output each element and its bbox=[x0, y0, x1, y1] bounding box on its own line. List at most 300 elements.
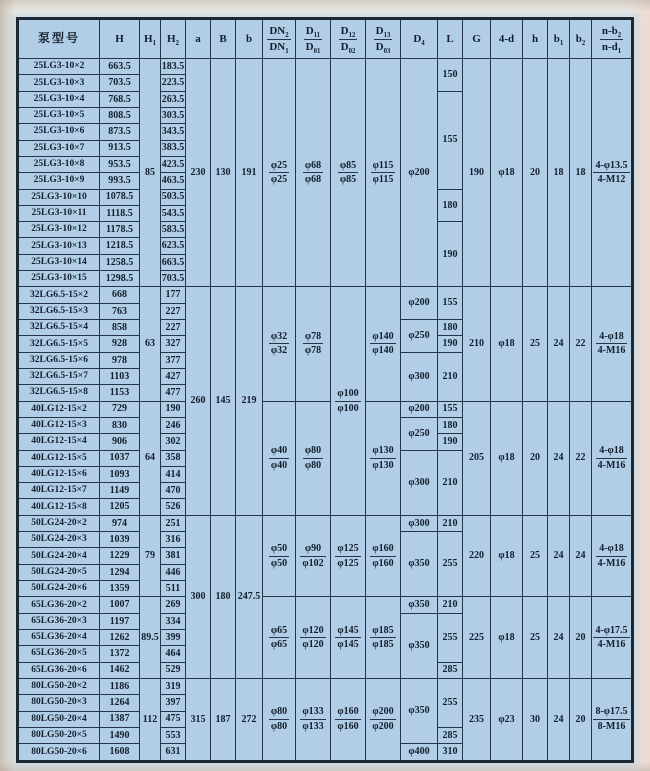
cell-d4: φ18 bbox=[491, 59, 523, 287]
cell-G: 225 bbox=[463, 597, 491, 679]
cell-model: 25LG3-10×3 bbox=[18, 75, 100, 91]
cell-H2: 246 bbox=[161, 417, 186, 433]
cell-H: 873.5 bbox=[100, 124, 140, 140]
cell-H2: 663.5 bbox=[161, 254, 186, 270]
cell-G: 210 bbox=[463, 287, 491, 401]
cell-b1: 24 bbox=[548, 287, 570, 401]
cell-b2: 20 bbox=[570, 597, 592, 679]
fraction-value: $\frac{DN_2}{DN_1}$ bbox=[269, 24, 289, 55]
cell-D11 bbox=[296, 287, 331, 401]
cell-D4: φ300 bbox=[401, 515, 438, 531]
cell-model: 80LG50-20×6 bbox=[18, 744, 100, 762]
cell-H: 1118.5 bbox=[100, 205, 140, 221]
fraction-value: $\frac{\varphi 80}{\varphi 80}$ bbox=[304, 445, 322, 471]
cell-b: 191 bbox=[236, 59, 263, 287]
cell-H2: 583.5 bbox=[161, 222, 186, 238]
cell-H2: 503.5 bbox=[161, 189, 186, 205]
cell-H1: 85 bbox=[140, 59, 161, 287]
cell-L: 190 bbox=[438, 336, 463, 352]
column-header-b2: $b_2$ bbox=[570, 19, 592, 59]
cell-model: 32LG6.5-15×5 bbox=[18, 336, 100, 352]
cell-H: 1264 bbox=[100, 695, 140, 711]
cell-H2: 383.5 bbox=[161, 140, 186, 156]
cell-H: 1149 bbox=[100, 483, 140, 499]
cell-D11 bbox=[296, 597, 331, 679]
cell-model: 65LG36-20×3 bbox=[18, 613, 100, 629]
cell-D4: φ200 bbox=[401, 401, 438, 417]
cell-model: 25LG3-10×2 bbox=[18, 59, 100, 75]
cell-model: 65LG36-20×5 bbox=[18, 646, 100, 662]
cell-model: 65LG36-20×6 bbox=[18, 662, 100, 678]
fraction-value: $\frac{\varphi 200}{\varphi 200}$ bbox=[372, 706, 394, 732]
cell-H2: 269 bbox=[161, 597, 186, 613]
cell-D4: φ300 bbox=[401, 352, 438, 401]
cell-d4: φ23 bbox=[491, 678, 523, 761]
cell-model: 25LG3-10×11 bbox=[18, 205, 100, 221]
cell-DN bbox=[263, 597, 296, 679]
fraction-value: $\frac{4-\varphi 18}{4-M16}$ bbox=[597, 445, 626, 471]
cell-H2: 190 bbox=[161, 401, 186, 417]
column-header-H: H bbox=[100, 19, 140, 59]
cell-model: 50LG24-20×3 bbox=[18, 532, 100, 548]
fraction-value: $\frac{\varphi 185}{\varphi 185}$ bbox=[372, 624, 394, 651]
cell-H2: 327 bbox=[161, 336, 186, 352]
cell-L: 285 bbox=[438, 662, 463, 678]
fraction-value: $\frac{\varphi 145}{\varphi 145}$ bbox=[337, 624, 359, 651]
cell-model: 50LG24-20×4 bbox=[18, 548, 100, 564]
cell-L: 255 bbox=[438, 678, 463, 727]
cell-H: 1103 bbox=[100, 368, 140, 384]
cell-H: 1093 bbox=[100, 466, 140, 482]
cell-n bbox=[592, 59, 633, 287]
cell-model: 50LG24-20×5 bbox=[18, 564, 100, 580]
cell-H2: 553 bbox=[161, 727, 186, 743]
cell-H2: 358 bbox=[161, 450, 186, 466]
cell-n bbox=[592, 401, 633, 515]
cell-H2: 446 bbox=[161, 564, 186, 580]
cell-model: 25LG3-10×5 bbox=[18, 107, 100, 123]
cell-model: 32LG6.5-15×3 bbox=[18, 303, 100, 319]
cell-H2: 263.5 bbox=[161, 91, 186, 107]
cell-H: 913.5 bbox=[100, 140, 140, 156]
cell-H2: 377 bbox=[161, 352, 186, 368]
column-header-b1: $b_1$ bbox=[548, 19, 570, 59]
cell-D11 bbox=[296, 401, 331, 515]
fraction-value: $\frac{\varphi 125}{\varphi 125}$ bbox=[337, 543, 359, 569]
fraction-value: $\frac{\varphi 130}{\varphi 130}$ bbox=[372, 445, 394, 471]
table-row bbox=[18, 515, 633, 531]
fraction-value: $\frac{\varphi 25}{\varphi 25}$ bbox=[270, 159, 288, 186]
cell-L: 310 bbox=[438, 744, 463, 762]
cell-b: 219 bbox=[236, 287, 263, 515]
cell-H: 974 bbox=[100, 515, 140, 531]
cell-H: 1490 bbox=[100, 727, 140, 743]
column-header-D11 bbox=[296, 19, 331, 59]
fraction-value: $\frac{4-\varphi 13.5}{4-M12}$ bbox=[595, 159, 628, 186]
cell-L: 155 bbox=[438, 287, 463, 320]
cell-model: 80LG50-20×3 bbox=[18, 695, 100, 711]
cell-H2: 427 bbox=[161, 368, 186, 384]
cell-model: 80LG50-20×5 bbox=[18, 727, 100, 743]
cell-d4: φ18 bbox=[491, 515, 523, 597]
column-header-D13 bbox=[366, 19, 401, 59]
table-header bbox=[18, 19, 633, 59]
cell-G: 220 bbox=[463, 515, 491, 597]
fraction-value: $\frac{n-b_2}{n-d_1}$ bbox=[601, 24, 622, 55]
cell-D11 bbox=[296, 59, 331, 287]
cell-H2: 381 bbox=[161, 548, 186, 564]
cell-h: 20 bbox=[523, 401, 548, 515]
fraction-value: $\frac{\varphi 85}{\varphi 85}$ bbox=[339, 159, 357, 186]
cell-a: 260 bbox=[186, 287, 211, 515]
cell-D12 bbox=[331, 597, 366, 679]
cell-H: 830 bbox=[100, 417, 140, 433]
cell-DN bbox=[263, 59, 296, 287]
cell-H2: 543.5 bbox=[161, 205, 186, 221]
cell-model: 50LG24-20×2 bbox=[18, 515, 100, 531]
cell-D11 bbox=[296, 678, 331, 761]
cell-H: 763 bbox=[100, 303, 140, 319]
cell-H2: 511 bbox=[161, 581, 186, 597]
cell-H2: 183.5 bbox=[161, 59, 186, 75]
pump-dimension-table bbox=[16, 17, 634, 763]
cell-H: 729 bbox=[100, 401, 140, 417]
cell-L: 190 bbox=[438, 222, 463, 287]
cell-H2: 414 bbox=[161, 466, 186, 482]
cell-model: 25LG3-10×9 bbox=[18, 173, 100, 189]
cell-H2: 227 bbox=[161, 320, 186, 336]
cell-D13 bbox=[366, 287, 401, 401]
cell-model: 65LG36-20×4 bbox=[18, 629, 100, 645]
cell-H: 1218.5 bbox=[100, 238, 140, 254]
column-header-b: b bbox=[236, 19, 263, 59]
cell-model: 25LG3-10×13 bbox=[18, 238, 100, 254]
cell-L: 155 bbox=[438, 401, 463, 417]
table-row bbox=[18, 401, 633, 417]
cell-H2: 464 bbox=[161, 646, 186, 662]
cell-b2: 20 bbox=[570, 678, 592, 761]
cell-h: 25 bbox=[523, 597, 548, 679]
column-header-H1: $H_1$ bbox=[140, 19, 161, 59]
column-header-H2: $H_2$ bbox=[161, 19, 186, 59]
column-header-G: G bbox=[463, 19, 491, 59]
cell-H: 1039 bbox=[100, 532, 140, 548]
cell-h: 30 bbox=[523, 678, 548, 761]
cell-model: 25LG3-10×15 bbox=[18, 271, 100, 287]
column-header-d4: 4-d bbox=[491, 19, 523, 59]
cell-H: 858 bbox=[100, 320, 140, 336]
cell-H: 978 bbox=[100, 352, 140, 368]
table-row bbox=[18, 59, 633, 75]
cell-H1: 79 bbox=[140, 515, 161, 597]
fraction-value: $\frac{\varphi 90}{\varphi 102}$ bbox=[302, 543, 324, 569]
cell-model: 50LG24-20×6 bbox=[18, 581, 100, 597]
cell-model: 32LG6.5-15×6 bbox=[18, 352, 100, 368]
cell-model: 40LG12-15×5 bbox=[18, 450, 100, 466]
cell-H: 808.5 bbox=[100, 107, 140, 123]
header-row bbox=[18, 19, 633, 59]
column-header-a: a bbox=[186, 19, 211, 59]
cell-D4: φ300 bbox=[401, 450, 438, 515]
fraction-value: $\frac{4-\varphi 18}{4-M16}$ bbox=[597, 330, 626, 357]
fraction-value: $\frac{\varphi 32}{\varphi 32}$ bbox=[270, 330, 288, 357]
cell-D11 bbox=[296, 515, 331, 597]
cell-H: 1178.5 bbox=[100, 222, 140, 238]
cell-D4: φ200 bbox=[401, 59, 438, 287]
cell-DN bbox=[263, 678, 296, 761]
column-header-n bbox=[592, 19, 633, 59]
table-body bbox=[18, 59, 633, 762]
cell-d4: φ18 bbox=[491, 287, 523, 401]
cell-H: 1153 bbox=[100, 385, 140, 401]
fraction-value: $\frac{D_{11}}{D_{01}}$ bbox=[305, 24, 321, 55]
cell-D4: φ350 bbox=[401, 613, 438, 678]
cell-a: 315 bbox=[186, 678, 211, 761]
cell-H: 1462 bbox=[100, 662, 140, 678]
cell-b2: 22 bbox=[570, 287, 592, 401]
fraction-value: $\frac{\varphi 160}{\varphi 160}$ bbox=[372, 543, 394, 569]
cell-H1: 112 bbox=[140, 678, 161, 761]
cell-L: 210 bbox=[438, 450, 463, 515]
cell-H: 953.5 bbox=[100, 156, 140, 172]
cell-H2: 477 bbox=[161, 385, 186, 401]
cell-D12 bbox=[331, 287, 366, 515]
cell-b: 247.5 bbox=[236, 515, 263, 678]
cell-model: 25LG3-10×10 bbox=[18, 189, 100, 205]
column-header-D12 bbox=[331, 19, 366, 59]
cell-L: 285 bbox=[438, 727, 463, 743]
column-header-L: L bbox=[438, 19, 463, 59]
cell-H: 1258.5 bbox=[100, 254, 140, 270]
cell-h: 20 bbox=[523, 59, 548, 287]
cell-L: 210 bbox=[438, 352, 463, 401]
cell-H: 1197 bbox=[100, 613, 140, 629]
cell-H1: 89.5 bbox=[140, 597, 161, 679]
fraction-value: $\frac{8-\varphi 17.5}{8-M16}$ bbox=[595, 706, 628, 732]
cell-model: 25LG3-10×6 bbox=[18, 124, 100, 140]
cell-H2: 631 bbox=[161, 744, 186, 762]
table-row bbox=[18, 678, 633, 694]
cell-b2: 18 bbox=[570, 59, 592, 287]
cell-D4: φ250 bbox=[401, 320, 438, 353]
cell-B: 187 bbox=[211, 678, 236, 761]
cell-L: 190 bbox=[438, 434, 463, 450]
cell-H: 1205 bbox=[100, 499, 140, 515]
cell-H2: 463.5 bbox=[161, 173, 186, 189]
column-header-B: B bbox=[211, 19, 236, 59]
fraction-value: $\frac{\varphi 120}{\varphi 120}$ bbox=[302, 624, 324, 651]
column-header-model: 泵型号 bbox=[18, 19, 100, 59]
cell-B: 145 bbox=[211, 287, 236, 515]
cell-b1: 24 bbox=[548, 597, 570, 679]
cell-H2: 343.5 bbox=[161, 124, 186, 140]
cell-H: 663.5 bbox=[100, 59, 140, 75]
fraction-value: $\frac{\varphi 100}{\varphi 100}$ bbox=[337, 388, 359, 414]
cell-model: 40LG12-15×7 bbox=[18, 483, 100, 499]
cell-b: 272 bbox=[236, 678, 263, 761]
cell-D13 bbox=[366, 59, 401, 287]
cell-H2: 334 bbox=[161, 613, 186, 629]
cell-B: 130 bbox=[211, 59, 236, 287]
cell-d4: φ18 bbox=[491, 401, 523, 515]
cell-DN bbox=[263, 287, 296, 401]
cell-H: 1387 bbox=[100, 711, 140, 727]
cell-n bbox=[592, 287, 633, 401]
cell-model: 25LG3-10×14 bbox=[18, 254, 100, 270]
cell-L: 180 bbox=[438, 417, 463, 433]
cell-D4: φ350 bbox=[401, 532, 438, 597]
cell-H2: 316 bbox=[161, 532, 186, 548]
cell-model: 40LG12-15×2 bbox=[18, 401, 100, 417]
cell-D4: φ350 bbox=[401, 597, 438, 613]
cell-n bbox=[592, 597, 633, 679]
cell-b2: 22 bbox=[570, 401, 592, 515]
cell-DN bbox=[263, 515, 296, 597]
column-header-D4: $D_4$ bbox=[401, 19, 438, 59]
cell-L: 210 bbox=[438, 597, 463, 613]
cell-G: 190 bbox=[463, 59, 491, 287]
cell-D12 bbox=[331, 678, 366, 761]
cell-D4: φ250 bbox=[401, 417, 438, 450]
cell-H2: 703.5 bbox=[161, 271, 186, 287]
cell-H2: 251 bbox=[161, 515, 186, 531]
cell-B: 180 bbox=[211, 515, 236, 678]
cell-H2: 397 bbox=[161, 695, 186, 711]
cell-H2: 303.5 bbox=[161, 107, 186, 123]
cell-b1: 24 bbox=[548, 401, 570, 515]
fraction-value: $\frac{D_{12}}{D_{02}}$ bbox=[340, 24, 356, 55]
fraction-value: $\frac{\varphi 80}{\varphi 80}$ bbox=[270, 706, 288, 732]
cell-H: 906 bbox=[100, 434, 140, 450]
cell-model: 40LG12-15×6 bbox=[18, 466, 100, 482]
fraction-value: $\frac{\varphi 115}{\varphi 115}$ bbox=[372, 159, 394, 186]
cell-H: 1262 bbox=[100, 629, 140, 645]
cell-b1: 18 bbox=[548, 59, 570, 287]
cell-n bbox=[592, 678, 633, 761]
cell-model: 25LG3-10×4 bbox=[18, 91, 100, 107]
cell-H: 1359 bbox=[100, 581, 140, 597]
cell-H: 1229 bbox=[100, 548, 140, 564]
fraction-value: $\frac{4-\varphi 18}{4-M16}$ bbox=[597, 543, 626, 569]
cell-h: 25 bbox=[523, 515, 548, 597]
fraction-value: $\frac{\varphi 140}{\varphi 140}$ bbox=[372, 330, 394, 357]
cell-model: 65LG36-20×2 bbox=[18, 597, 100, 613]
cell-H: 928 bbox=[100, 336, 140, 352]
cell-H2: 399 bbox=[161, 629, 186, 645]
cell-model: 40LG12-15×4 bbox=[18, 434, 100, 450]
fraction-value: $\frac{\varphi 133}{\varphi 133}$ bbox=[302, 706, 324, 732]
cell-model: 40LG12-15×8 bbox=[18, 499, 100, 515]
cell-model: 25LG3-10×12 bbox=[18, 222, 100, 238]
cell-a: 230 bbox=[186, 59, 211, 287]
cell-H2: 623.5 bbox=[161, 238, 186, 254]
cell-H2: 470 bbox=[161, 483, 186, 499]
cell-D13 bbox=[366, 678, 401, 761]
cell-model: 32LG6.5-15×8 bbox=[18, 385, 100, 401]
cell-model: 25LG3-10×7 bbox=[18, 140, 100, 156]
cell-model: 32LG6.5-15×7 bbox=[18, 368, 100, 384]
cell-L: 180 bbox=[438, 320, 463, 336]
cell-L: 210 bbox=[438, 515, 463, 531]
cell-DN bbox=[263, 401, 296, 515]
cell-n bbox=[592, 515, 633, 597]
cell-H1: 64 bbox=[140, 401, 161, 515]
cell-H: 768.5 bbox=[100, 91, 140, 107]
fraction-value: $\frac{\varphi 65}{\varphi 65}$ bbox=[270, 624, 288, 651]
cell-H2: 302 bbox=[161, 434, 186, 450]
cell-D12 bbox=[331, 59, 366, 287]
cell-model: 32LG6.5-15×4 bbox=[18, 320, 100, 336]
column-header-h: h bbox=[523, 19, 548, 59]
cell-h: 25 bbox=[523, 287, 548, 401]
cell-L: 255 bbox=[438, 613, 463, 662]
cell-b1: 24 bbox=[548, 515, 570, 597]
fraction-value: $\frac{\varphi 78}{\varphi 78}$ bbox=[304, 330, 322, 357]
cell-H2: 319 bbox=[161, 678, 186, 694]
cell-H: 1078.5 bbox=[100, 189, 140, 205]
cell-H: 993.5 bbox=[100, 173, 140, 189]
fraction-value: $\frac{\varphi 160}{\varphi 160}$ bbox=[337, 706, 359, 732]
cell-D13 bbox=[366, 597, 401, 679]
cell-H2: 177 bbox=[161, 287, 186, 303]
table-row bbox=[18, 597, 633, 613]
cell-G: 235 bbox=[463, 678, 491, 761]
column-header-DN bbox=[263, 19, 296, 59]
cell-H: 1294 bbox=[100, 564, 140, 580]
cell-d4: φ18 bbox=[491, 597, 523, 679]
cell-H: 1608 bbox=[100, 744, 140, 762]
cell-L: 255 bbox=[438, 532, 463, 597]
cell-H2: 227 bbox=[161, 303, 186, 319]
cell-H2: 423.5 bbox=[161, 156, 186, 172]
cell-L: 150 bbox=[438, 59, 463, 92]
cell-model: 80LG50-20×2 bbox=[18, 678, 100, 694]
cell-H2: 526 bbox=[161, 499, 186, 515]
cell-D4: φ350 bbox=[401, 678, 438, 743]
cell-model: 32LG6.5-15×2 bbox=[18, 287, 100, 303]
cell-model: 25LG3-10×8 bbox=[18, 156, 100, 172]
cell-D4: φ200 bbox=[401, 287, 438, 320]
cell-H: 1372 bbox=[100, 646, 140, 662]
cell-H2: 475 bbox=[161, 711, 186, 727]
cell-G: 205 bbox=[463, 401, 491, 515]
table-row bbox=[18, 287, 633, 303]
fraction-value: $\frac{\varphi 50}{\varphi 50}$ bbox=[270, 543, 288, 569]
cell-a: 300 bbox=[186, 515, 211, 678]
cell-H: 1007 bbox=[100, 597, 140, 613]
cell-model: 40LG12-15×3 bbox=[18, 417, 100, 433]
cell-H: 668 bbox=[100, 287, 140, 303]
cell-H2: 529 bbox=[161, 662, 186, 678]
cell-D13 bbox=[366, 401, 401, 515]
cell-L: 155 bbox=[438, 91, 463, 189]
cell-L: 180 bbox=[438, 189, 463, 222]
cell-D4: φ400 bbox=[401, 744, 438, 762]
fraction-value: $\frac{D_{13}}{D_{03}}$ bbox=[375, 24, 391, 55]
cell-H2: 223.5 bbox=[161, 75, 186, 91]
cell-H: 1037 bbox=[100, 450, 140, 466]
fraction-value: $\frac{\varphi 68}{\varphi 68}$ bbox=[304, 159, 322, 186]
cell-model: 80LG50-20×4 bbox=[18, 711, 100, 727]
fraction-value: $\frac{\varphi 40}{\varphi 40}$ bbox=[270, 445, 288, 471]
cell-D12 bbox=[331, 515, 366, 597]
cell-b1: 24 bbox=[548, 678, 570, 761]
cell-D13 bbox=[366, 515, 401, 597]
cell-H: 1298.5 bbox=[100, 271, 140, 287]
cell-H1: 63 bbox=[140, 287, 161, 401]
fraction-value: $\frac{4-\varphi 17.5}{4-M16}$ bbox=[595, 624, 628, 651]
cell-H: 703.5 bbox=[100, 75, 140, 91]
